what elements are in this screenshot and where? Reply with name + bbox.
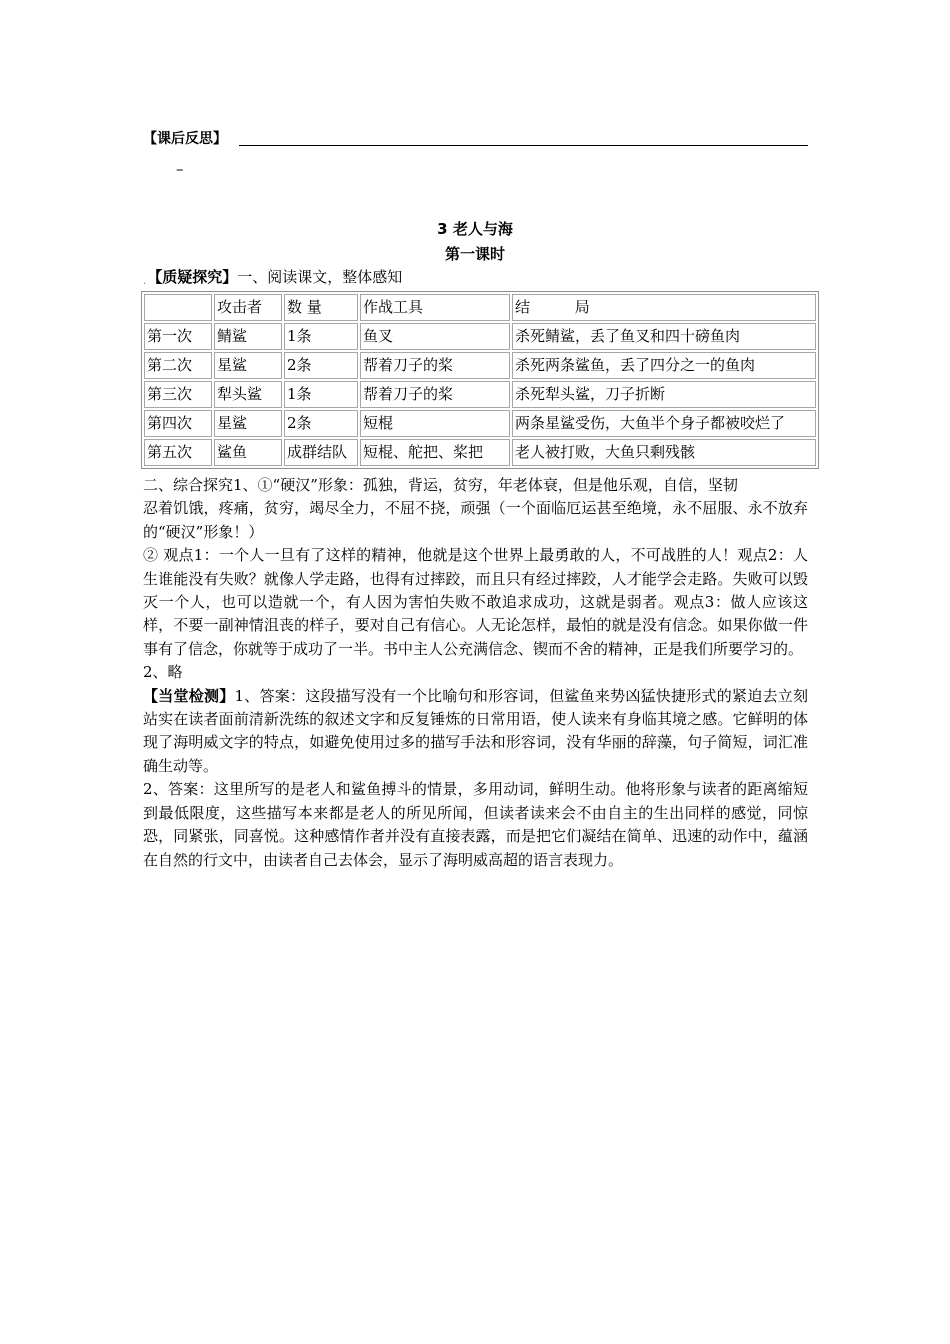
table-header-cell: 攻击者	[214, 294, 282, 321]
table-header-cell: 作战工具	[360, 294, 510, 321]
stray-dash: –	[176, 160, 184, 178]
inquiry-label: 【质疑探究】	[147, 268, 238, 286]
section2-para1: 忍着饥饿，疼痛，贫穷，竭尽全力，不屈不挠，顽强（一个面临厄运甚至绝境，永不屈服、永不放弃的“硬汉”形象！）	[143, 499, 808, 541]
table-row	[144, 410, 816, 437]
table-cell: 老人被打败，大鱼只剩残骸	[512, 439, 816, 466]
inquiry-text: 一、阅读课文，整体感知	[237, 268, 403, 286]
section2-line1: 二、综合探究1、①“硬汉”形象：孤独，背运，贫穷，年老体衰，但是他乐观，自信，坚韧	[143, 476, 738, 494]
table-cell: 第五次	[144, 439, 212, 466]
lesson-title: 3 老人与海	[437, 220, 513, 238]
table-cell: 鱼叉	[360, 323, 510, 350]
table-cell: 1条	[284, 381, 358, 408]
table-cell: 成群结队	[284, 439, 358, 466]
table-header-cell: 结 局	[512, 294, 816, 321]
table-cell: 帮着刀子的桨	[360, 381, 510, 408]
table-cell: 帮着刀子的桨	[360, 352, 510, 379]
reflection-underline	[239, 145, 808, 146]
table-cell: 星鲨	[214, 410, 282, 437]
lesson-subtitle: 第一课时	[444, 245, 505, 263]
table-cell: 星鲨	[214, 352, 282, 379]
check-label: 【当堂检测】	[143, 686, 235, 705]
table-header-row	[144, 294, 816, 321]
reflection-label: 【课后反思】	[143, 131, 227, 147]
table-cell: 犁头鲨	[214, 381, 282, 408]
reflection-row	[143, 128, 808, 150]
inquiry-heading	[143, 267, 402, 292]
table-header-cell	[144, 294, 212, 321]
table-cell: 杀死两条鲨鱼，丢了四分之一的鱼肉	[512, 352, 816, 379]
table-row	[144, 323, 816, 350]
table-row	[144, 439, 816, 466]
table-cell: 第二次	[144, 352, 212, 379]
section2-block	[143, 474, 808, 872]
bullet-mark: .	[143, 276, 147, 287]
table-cell: 杀死鲭鲨，丢了鱼叉和四十磅鱼肉	[512, 323, 816, 350]
table-cell: 第四次	[144, 410, 212, 437]
table-row	[144, 381, 816, 408]
table-cell: 1条	[284, 323, 358, 350]
table-cell: 短棍、舵把、桨把	[360, 439, 510, 466]
table-row	[144, 352, 816, 379]
table-cell: 短棍	[360, 410, 510, 437]
table-cell: 2条	[284, 352, 358, 379]
table-cell: 鲨鱼	[214, 439, 282, 466]
check-answer1-para	[143, 685, 808, 779]
table-header-cell: 数 量	[284, 294, 358, 321]
check-answer2: 2、答案：这里所写的是老人和鲨鱼搏斗的情景，多用动词，鲜明生动。他将形象与读者的距离缩短到最低限度，这些描写本来都是老人的所见所闻，但读者读来会不由自主的生出同样的感觉，同惊恐，同紧张，同喜悦。这种感情作者并没有直接表露，而是把它们凝结在简单、迅速的动作中，蕴涵在自然的行文中，由读者自己去体会，显示了海明威高超的语言表现力。	[143, 780, 808, 869]
table-cell: 2条	[284, 410, 358, 437]
shark-attack-table	[141, 291, 819, 469]
table-cell: 第三次	[144, 381, 212, 408]
table-cell: 杀死犁头鲨，刀子折断	[512, 381, 816, 408]
check-answer1: 1、答案：这段描写没有一个比喻句和形容词，但鲨鱼来势凶猛快捷形式的紧迫去立刻站实在读者面前清新洗练的叙述文字和反复锤炼的日常用语，使人读来有身临其境之感。它鲜明的体现了海明威文字的特点，如避免使用过多的描写手法和形容词，没有华丽的辞藻，句子简短，词汇准确生动等。	[143, 686, 808, 775]
table-cell: 两条星鲨受伤，大鱼半个身子都被咬烂了	[512, 410, 816, 437]
section2-para2: ② 观点1：一个人一旦有了这样的精神，他就是这个世界上最勇敢的人，不可战胜的人！观点2：人生谁能没有失败？就像人学走路，也得有过摔跤，而且只有经过摔跤，人才能学会走路。失败可以毁灭一个人，也可以造就一个，有人因为害怕失败不敢追求成功，这就是弱者。观点3：做人应该这样，不要一副神情沮丧的样子，要对自己有信心。人无论怎样，最怕的就是没有信念。如果你做一件事有了信念，你就等于成功了一半。书中主人公充满信念、锲而不舍的精神，正是我们所要学习的。	[143, 546, 808, 658]
section2-item2: 2、略	[143, 663, 183, 682]
table-cell: 鲭鲨	[214, 323, 282, 350]
table-cell: 第一次	[144, 323, 212, 350]
